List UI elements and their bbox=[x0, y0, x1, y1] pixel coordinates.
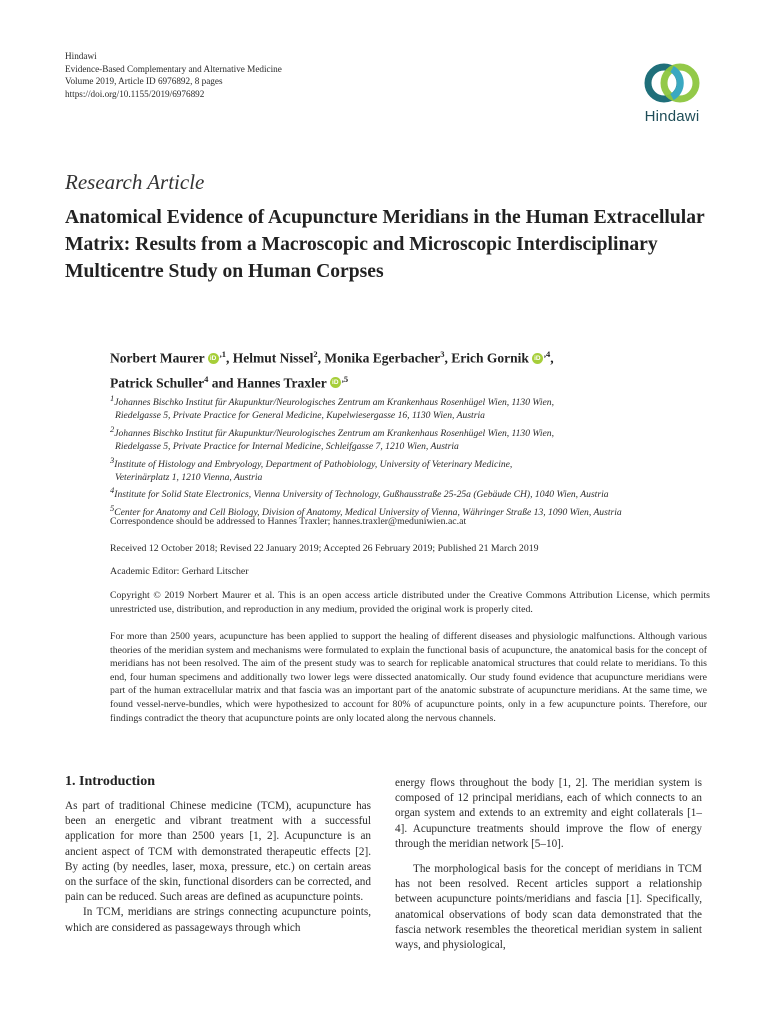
author-list: Norbert Maurer iD $^{,1}$, Helmut Nissel$^2$, Monika Egerbacher$^3$, Erich Gornik iD $^{,4}$, Patrick Schuller$^4$ and Hannes Traxler iD $^{,5}$ bbox=[110, 349, 554, 390]
author-name: Helmut Nissel bbox=[232, 350, 314, 366]
affiliation-text: Institute for Solid State Electronics, Vienna University of Technology, Gußhausstraße 25-25a (Gebäude CH), 1040 Wien, Austria bbox=[114, 489, 609, 501]
academic-editor: Academic Editor: Gerhard Litscher bbox=[110, 566, 249, 577]
author-name: Erich Gornik bbox=[451, 350, 529, 366]
author-affiliation-number: ,4 bbox=[543, 349, 551, 359]
affiliation bbox=[110, 423, 710, 454]
doi-link[interactable]: https://doi.org/10.1155/2019/6976892 bbox=[65, 88, 205, 99]
correspondence: Correspondence should be addressed to Hannes Traxler; hannes.traxler@meduniwien.ac.at bbox=[110, 516, 467, 527]
affiliation-number: 2 bbox=[110, 423, 115, 434]
copyright-notice: Copyright © 2019 Norbert Maurer et al. This is an open access article distributed under the Creative Commons Attribution License, which permits unrestricted use, distribution, and reproduction in any medium, provided the original work is properly cited. bbox=[110, 590, 710, 615]
affiliation-number: 3 bbox=[110, 454, 115, 465]
affiliation-text: Johannes Bischko Institut für Akupunktur/Neurologisches Zentrum am Krankenhaus Rosenhügel Wien, 1130 Wien, bbox=[114, 397, 555, 409]
affiliation-text: Riedelgasse 5, Private Practice for General Medicine, Kupelwiesergasse 16, 1130 Wien, Austria bbox=[115, 410, 485, 422]
journal-header bbox=[65, 50, 282, 100]
hindawi-logo[interactable] bbox=[632, 60, 712, 136]
publication-dates: Received 12 October 2018; Revised 22 January 2019; Accepted 26 February 2019; Published 21 March 2019 bbox=[110, 543, 539, 554]
author-affiliation-number: 4 bbox=[204, 373, 209, 384]
orcid-icon[interactable]: iD bbox=[532, 353, 543, 364]
paragraph: In TCM, meridians are strings connecting acupuncture points, which are considered as passageways through which bbox=[65, 906, 371, 934]
affiliation-text: Institute of Histology and Embryology, Department of Pathobiology, University of Veterinary Medicine, bbox=[114, 458, 513, 470]
author-name: Patrick Schuller bbox=[110, 375, 205, 390]
affiliation-number: 5 bbox=[110, 502, 115, 513]
author-name: and Hannes Traxler bbox=[211, 375, 327, 390]
affiliation-text: Center for Anatomy and Cell Biology, Division of Anatomy, Medical University of Vienna, Währinger Straße 13, 1090 Wien, Austria bbox=[114, 507, 622, 519]
article-type: Research Article bbox=[65, 170, 205, 194]
body-column-left bbox=[65, 799, 371, 936]
article-title: Anatomical Evidence of Acupuncture Meridians in the Human Extracellular Matrix: Results from a Macroscopic and Microscopic Interdisciplinary Multicentre Study on Human Corpses bbox=[65, 207, 705, 282]
author-name: Norbert Maurer bbox=[110, 350, 205, 366]
affiliation bbox=[110, 484, 710, 501]
volume-line: Volume 2019, Article ID 6976892, 8 pages bbox=[65, 76, 223, 87]
author-affiliation-number: 3 bbox=[440, 349, 445, 359]
paragraph: energy flows throughout the body [1, 2]. The meridian system is composed of 12 principal meridians, each of which connects to an organ system and extends to an extremity and eight collaterals [1–4]. Acupuncture treatments should improve the flow of energy through the meridian network [5–10]. bbox=[395, 777, 702, 850]
affiliation bbox=[110, 454, 710, 485]
journal-name: Evidence-Based Complementary and Alternative Medicine bbox=[65, 63, 282, 74]
publisher-name: Hindawi bbox=[65, 51, 97, 61]
affiliation-number: 4 bbox=[110, 485, 115, 496]
author-affiliation-number: 2 bbox=[313, 349, 318, 359]
hindawi-rings-icon bbox=[642, 60, 702, 106]
paragraph: The morphological basis for the concept of meridians in TCM has not been resolved. Recent articles support a relationship between acupuncture points/meridians and fascia [1]. Specifically, anatomical observations of body scan data demonstrated that the fascia network resembles the theoretical meridian system in salient ways, and physiological, bbox=[395, 863, 702, 952]
author-name: Monika Egerbacher bbox=[324, 350, 441, 366]
affiliation-number: 1 bbox=[110, 393, 115, 403]
paragraph: As part of traditional Chinese medicine (TCM), acupuncture has been an energetic and vibrant treatment with a successful application for more than 2500 years [1, 2]. Acupuncture is an ancient aspect of TCM with demonstrated therapeutic effects [2]. By acting (by needles, laser, moxa, pressure, etc.) on certain areas on the surface of the skin, functional disorders can be corrected, and pain can be reduced. Such areas are defined as acupuncture points. bbox=[65, 800, 371, 904]
orcid-icon[interactable]: iD bbox=[330, 377, 341, 388]
author-affiliation-number: ,1 bbox=[219, 349, 226, 359]
body-column-right bbox=[395, 776, 702, 953]
abstract: For more than 2500 years, acupuncture has been applied to support the healing of different diseases and physiologic malfunctions. Although various theories of the meridian system and mechanisms were formulated to explain the functional basis of acupuncture, the anatomical basis for the concept of meridians has not been resolved. The aim of the present study was to search for replicable anatomical structures that could relate to meridians. To this end, four human specimens and additionally two lower legs were dissected anatomically. Our study found evidence that acupuncture meridians were part of the human extracellular matrix and that fascia was an important part of the anatomic substrate of acupuncture meridians. At the same time, we found vessel-nerve-bundles, which were hypothesized to account for 80% of acupuncture points, only in a few acupuncture points. Therefore, our findings contradict the theory that acupuncture points are only located along the nervous channels. bbox=[110, 631, 707, 724]
affiliation-text: Veterinärplatz 1, 1210 Vienna, Austria bbox=[115, 472, 263, 484]
affiliation-text: Riedelgasse 5, Private Practice for Internal Medicine, Schleifgasse 7, 1210 Wien, Austria bbox=[115, 441, 459, 453]
logo-text: Hindawi bbox=[644, 108, 700, 125]
author-affiliation-number: ,5 bbox=[341, 373, 349, 384]
orcid-icon[interactable]: iD bbox=[208, 353, 219, 364]
section-heading: 1. Introduction bbox=[65, 774, 155, 789]
affiliation-text: Johannes Bischko Institut für Akupunktur/Neurologisches Zentrum am Krankenhaus Rosenhügel Wien, 1130 Wien, bbox=[114, 427, 555, 439]
affiliation bbox=[110, 392, 710, 423]
affiliations bbox=[110, 392, 710, 519]
